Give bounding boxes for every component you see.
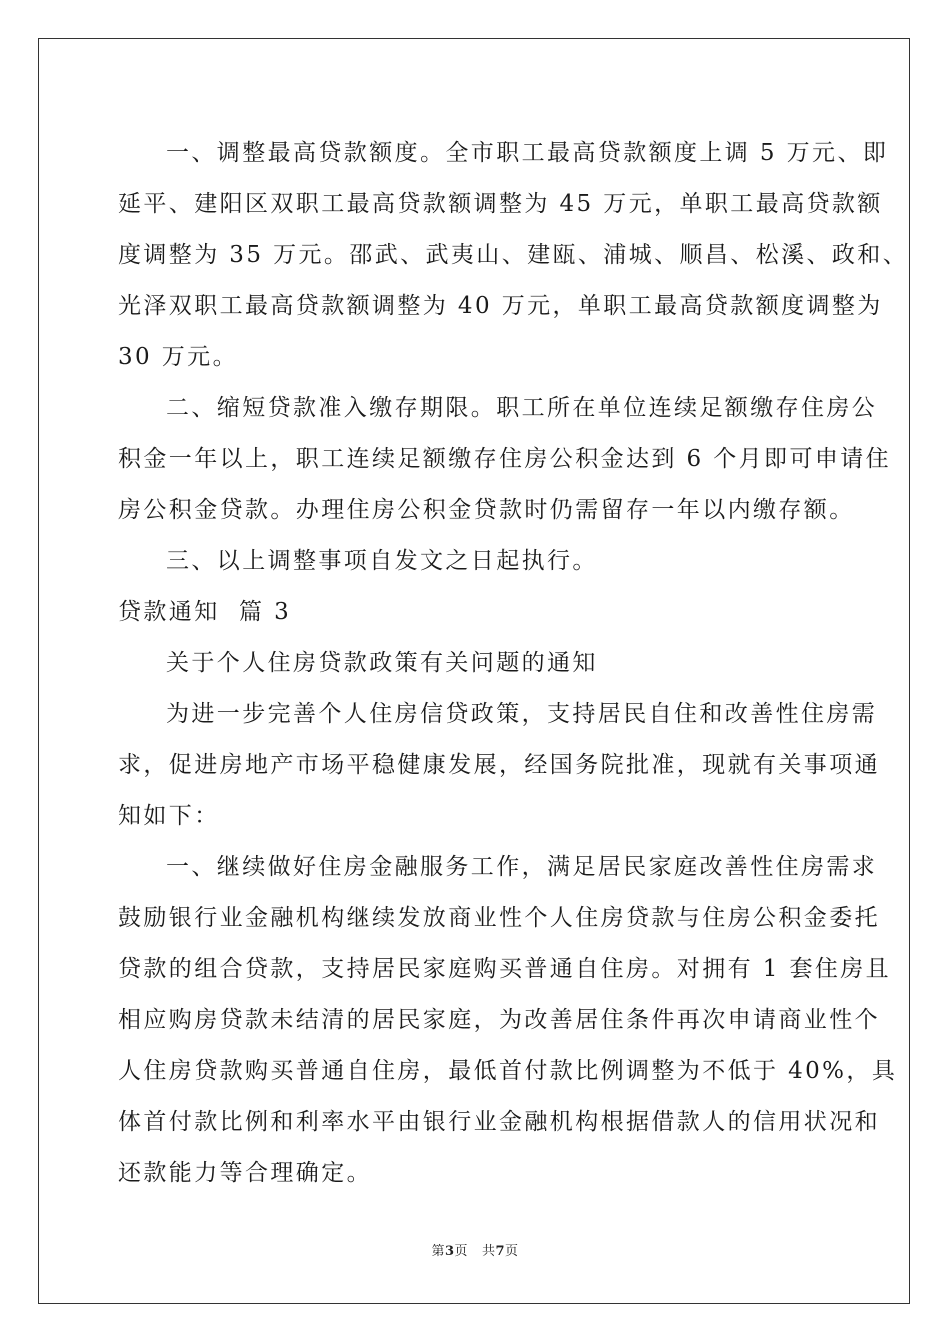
text-line: 求，促进房地产市场平稳健康发展，经国务院批准，现就有关事项通	[118, 752, 880, 778]
paragraph-intro	[118, 689, 880, 842]
text-line: 房公积金贷款。办理住房公积金贷款时仍需留存一年以内缴存额。	[118, 497, 855, 523]
text-line: 还款能力等合理确定。	[118, 1160, 372, 1186]
text-line: 积金一年以上，职工连续足额缴存住房公积金达到 6 个月即可申请住	[118, 446, 892, 472]
footer-prefix: 第	[431, 1244, 445, 1259]
notice-title	[118, 638, 840, 689]
paragraph-shorten-deposit-period	[118, 383, 892, 536]
text-line: 关于个人住房贷款政策有关问题的通知	[166, 650, 598, 676]
text-line: 贷款的组合贷款，支持居民家庭购买普通自住房。对拥有 1 套住房且	[118, 956, 892, 982]
paragraph-housing-finance	[118, 842, 898, 1199]
text-line: 为进一步完善个人住房信贷政策，支持居民自住和改善性住房需	[166, 701, 878, 727]
current-page-number: 3	[444, 1244, 455, 1259]
text-line: 一、继续做好住房金融服务工作，满足居民家庭改善性住房需求	[166, 854, 878, 880]
text-line: 体首付款比例和利率水平由银行业金融机构根据借款人的信用状况和	[118, 1109, 880, 1135]
text-line: 知如下：	[118, 803, 220, 829]
footer-total-prefix: 共	[481, 1244, 496, 1259]
text-line: 三、以上调整事项自发文之日起执行。	[166, 548, 598, 574]
section-heading	[118, 587, 840, 638]
text-line: 度调整为 35 万元。邵武、武夷山、建瓯、浦城、顺昌、松溪、政和、	[118, 242, 909, 268]
footer-page-suffix: 页	[454, 1244, 469, 1259]
text-line: 延平、建阳区双职工最高贷款额调整为 45 万元，单职工最高贷款额	[118, 191, 883, 217]
paragraph-effective-date	[118, 536, 840, 587]
text-line: 二、缩短贷款准入缴存期限。职工所在单位连续足额缴存住房公	[166, 395, 878, 421]
text-line: 人住房贷款购买普通自住房，最低首付款比例调整为不低于 40%，具	[118, 1058, 898, 1084]
document-body	[118, 128, 909, 1199]
paragraph-adjust-max-loan	[118, 128, 909, 383]
text-line: 30 万元。	[118, 344, 238, 370]
total-page-count: 7	[495, 1244, 506, 1259]
text-line: 相应购房贷款未结清的居民家庭，为改善居住条件再次申请商业性个	[118, 1007, 880, 1033]
text-line: 光泽双职工最高贷款额调整为 40 万元，单职工最高贷款额度调整为	[118, 293, 883, 319]
text-line: 鼓励银行业金融机构继续发放商业性个人住房贷款与住房公积金委托	[118, 905, 880, 931]
page-footer	[0, 1240, 950, 1259]
section-title: 贷款通知 篇 3	[118, 599, 292, 625]
footer-total-suffix: 页	[505, 1244, 519, 1259]
text-line: 一、调整最高贷款额度。全市职工最高贷款额度上调 5 万元、即	[166, 140, 889, 166]
